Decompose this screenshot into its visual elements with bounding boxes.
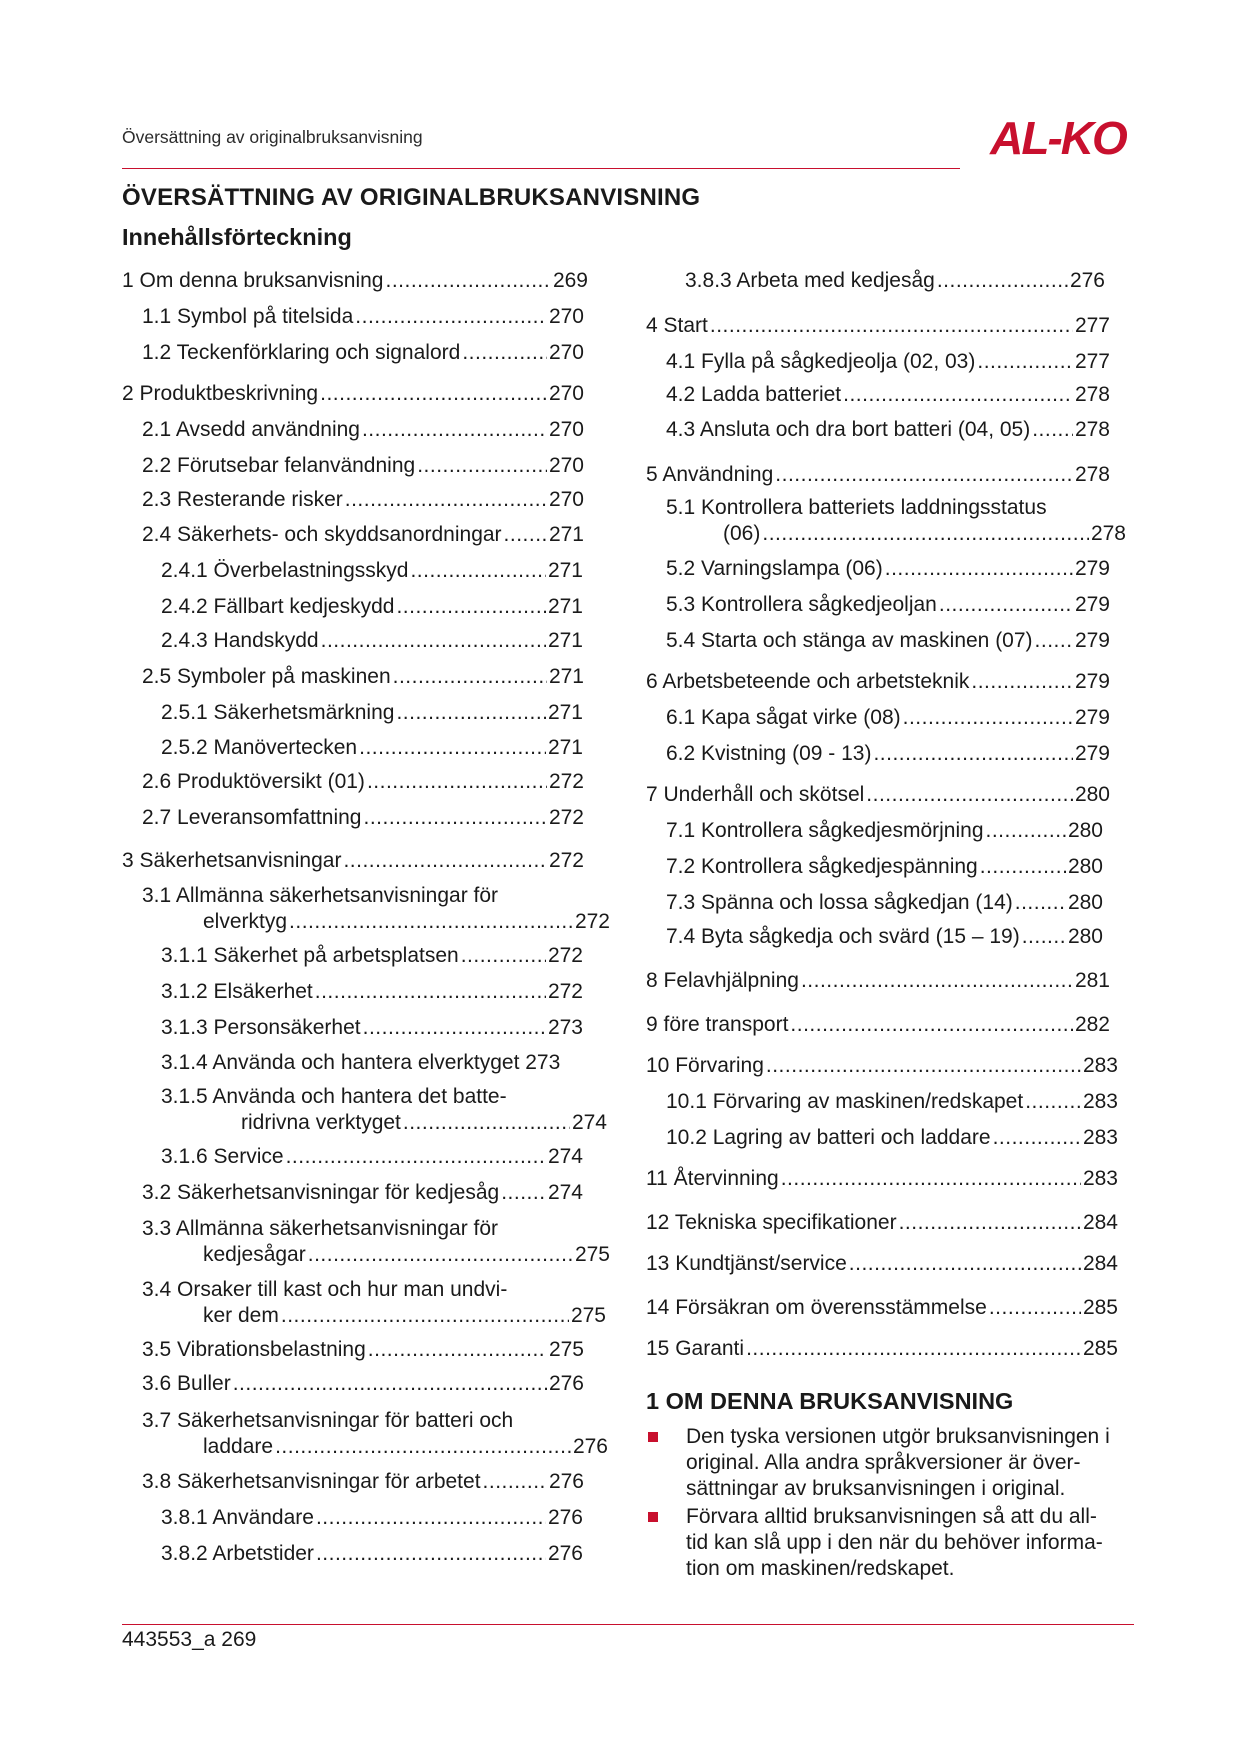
toc-entry[interactable]: [142, 1180, 583, 1206]
toc-leader: [1035, 628, 1073, 654]
toc-entry-page: 280: [1067, 819, 1103, 842]
toc-leader: [308, 1242, 573, 1268]
toc-entry[interactable]: [666, 741, 1110, 767]
toc-leader: [866, 782, 1073, 808]
toc-entry[interactable]: [142, 805, 584, 831]
toc-leader: [386, 268, 551, 294]
toc-leader: [355, 304, 547, 330]
toc-entry-title: 4.3 Ansluta och dra bort batteri (04, 05): [666, 418, 1031, 441]
toc-entry-title: 2.4.3 Handskydd: [161, 629, 319, 652]
toc-entry-page: 271: [547, 701, 583, 724]
toc-entry[interactable]: [646, 968, 1110, 994]
toc-entry[interactable]: [666, 1125, 1118, 1151]
toc-entry-page: 279: [1074, 670, 1110, 693]
toc-entry[interactable]: [122, 268, 588, 294]
toc-entry-title: 3.4 Orsaker till kast och hur man undvi-: [142, 1278, 508, 1301]
toc-entry[interactable]: [161, 1015, 583, 1041]
toc-leader: [281, 1303, 569, 1329]
bullet-item: [646, 1424, 1136, 1502]
toc-leader: [977, 349, 1073, 375]
toc-entry-page: 271: [548, 523, 584, 546]
toc-entry-title: 5.4 Starta och stänga av maskinen (07): [666, 629, 1033, 652]
toc-entry-page: 272: [547, 980, 583, 1003]
toc-leader: [359, 735, 546, 761]
toc-entry-page: 272: [548, 806, 584, 829]
toc-entry[interactable]: [646, 1166, 1118, 1192]
toc-entry-title: 7.3 Spänna och lossa sågkedjan (14): [666, 891, 1013, 914]
toc-leader: [1015, 890, 1066, 916]
toc-entry-page: 276: [572, 1435, 608, 1458]
toc-entry-page: 279: [1074, 557, 1110, 580]
toc-entry-title: 1 Om denna bruksanvisning: [122, 269, 384, 292]
toc-leader: [781, 1166, 1081, 1192]
toc-leader: [762, 521, 1089, 547]
toc-entry[interactable]: [666, 854, 1103, 880]
toc-leader: [363, 805, 546, 831]
toc-entry-page: 272: [574, 910, 610, 933]
toc-entry-title: 3.3 Allmänna säkerhetsanvisningar för: [142, 1217, 499, 1240]
toc-entry-title: 3.1.2 Elsäkerhet: [161, 980, 313, 1003]
toc-entry[interactable]: [666, 556, 1110, 582]
toc-entry-title: 2.5.2 Manövertecken: [161, 736, 358, 759]
toc-entry-page: 283: [1082, 1126, 1118, 1149]
toc-leader: [483, 1469, 547, 1495]
toc-entry[interactable]: [142, 522, 584, 548]
toc-leader: [501, 1180, 546, 1206]
toc-entry-title: 4.2 Ladda batteriet: [666, 383, 842, 406]
toc-entry-title: 2.1 Avsedd användning: [142, 418, 360, 441]
toc-entry-page: 285: [1082, 1337, 1118, 1360]
toc-leader: [937, 268, 1068, 294]
toc-leader: [766, 1053, 1081, 1079]
toc-entry[interactable]: [142, 1469, 584, 1495]
toc-leader: [316, 1541, 546, 1567]
toc-leader: [775, 462, 1073, 488]
toc-entry-title: 3.8.3 Arbeta med kedjesåg: [685, 269, 935, 292]
toc-leader: [396, 594, 545, 620]
toc-entry-title: 3 Säkerhetsanvisningar: [122, 849, 342, 872]
toc-entry-page: 277: [1074, 350, 1110, 373]
toc-entry-page: 271: [548, 665, 584, 688]
toc-entry-title: 2.4.1 Överbelastningsskyd: [161, 559, 409, 582]
toc-leader: [275, 1434, 571, 1460]
toc-entry-title: 3.8.2 Arbetstider: [161, 1542, 314, 1565]
toc-entry[interactable]: [666, 705, 1110, 731]
toc-entry-page: 283: [1082, 1054, 1118, 1077]
toc-entry-title: 14 Försäkran om överensstämmelse: [646, 1296, 987, 1319]
toc-entry-title: 3.8 Säkerhetsanvisningar för arbetet: [142, 1470, 481, 1493]
toc-entry-page: 272: [548, 849, 584, 872]
toc-entry[interactable]: [142, 1408, 608, 1460]
toc-leader: [362, 417, 547, 443]
toc-leader: [393, 664, 547, 690]
toc-heading: Innehållsförteckning: [122, 224, 352, 250]
square-bullet-icon: [648, 1512, 658, 1522]
toc-entry-title: 4 Start: [646, 314, 708, 337]
toc-entry-title: 2.5 Symboler på maskinen: [142, 665, 391, 688]
toc-entry-title: 5.3 Kontrollera sågkedjeoljan: [666, 593, 937, 616]
toc-leader: [939, 592, 1073, 618]
toc-entry-page: 273: [547, 1016, 583, 1039]
toc-entry[interactable]: [161, 735, 583, 761]
toc-entry-title-cont: ridrivna verktyget: [241, 1111, 401, 1134]
toc-entry-page: 278: [1090, 522, 1126, 545]
toc-leader: [315, 979, 546, 1005]
document-title: ÖVERSÄTTNING AV ORIGINALBRUKSANVISNING: [122, 184, 701, 211]
toc-entry-page: 276: [547, 1506, 583, 1529]
toc-entry[interactable]: [646, 313, 1110, 339]
toc-entry-page: 272: [548, 770, 584, 793]
bullet-line: Den tyska versionen utgör bruksanvisningen i: [686, 1425, 1110, 1448]
toc-leader: [233, 1371, 547, 1397]
toc-entry[interactable]: [666, 592, 1110, 618]
toc-entry[interactable]: [666, 495, 1126, 547]
toc-entry[interactable]: [685, 268, 1105, 294]
toc-entry-page: 280: [1074, 783, 1110, 806]
toc-entry-page: 270: [548, 454, 584, 477]
toc-leader: [746, 1336, 1081, 1362]
toc-entry-title: 7.1 Kontrollera sågkedjesmörjning: [666, 819, 984, 842]
section-heading: 1 OM DENNA BRUKSANVISNING: [646, 1388, 1014, 1414]
toc-entry-page: 277: [1074, 314, 1110, 337]
toc-leader: [343, 848, 546, 874]
toc-entry-title: 11 Återvinning: [646, 1167, 779, 1190]
toc-leader: [801, 968, 1073, 994]
toc-entry-title: 5.2 Varningslampa (06): [666, 557, 883, 580]
toc-entry-page: 276: [547, 1542, 583, 1565]
toc-entry-page: 282: [1074, 1013, 1110, 1036]
toc-entry-page: 276: [1069, 269, 1105, 292]
toc-entry-title: 6.1 Kapa sågat virke (08): [666, 706, 901, 729]
toc-entry-title: 5 Användning: [646, 463, 774, 486]
toc-entry-title: 4.1 Fylla på sågkedjeolja (02, 03): [666, 350, 976, 373]
toc-entry[interactable]: [161, 558, 583, 584]
toc-entry[interactable]: [122, 381, 584, 407]
footer-divider: [122, 1624, 1134, 1625]
toc-entry[interactable]: [161, 1050, 591, 1076]
toc-entry[interactable]: [646, 669, 1110, 695]
toc-entry[interactable]: [666, 1089, 1118, 1115]
toc-leader: [849, 1251, 1081, 1277]
toc-entry-title: 2.2 Förutsebar felanvändning: [142, 454, 416, 477]
toc-entry-title-cont: (06): [723, 522, 761, 545]
toc-entry-title: 1.1 Symbol på titelsida: [142, 305, 354, 328]
toc-leader: [368, 1337, 547, 1363]
toc-entry[interactable]: [646, 782, 1110, 808]
toc-entry[interactable]: [122, 848, 584, 874]
toc-entry-title: 2.7 Leveransomfattning: [142, 806, 362, 829]
toc-entry-title: 7 Underhåll och skötsel: [646, 783, 865, 806]
toc-leader: [396, 700, 545, 726]
toc-entry-title: 2 Produktbeskrivning: [122, 382, 319, 405]
toc-entry-page: 276: [548, 1470, 584, 1493]
toc-leader: [462, 340, 547, 366]
toc-entry-page: 283: [1082, 1090, 1118, 1113]
toc-entry-page: 269: [552, 269, 588, 292]
toc-leader: [873, 741, 1073, 767]
toc-entry-page: 284: [1082, 1252, 1118, 1275]
toc-entry-title: 8 Felavhjälpning: [646, 969, 799, 992]
toc-entry-title-cont: kedjesågar: [203, 1243, 306, 1266]
toc-leader: [403, 1110, 570, 1136]
toc-entry-page: 270: [548, 305, 584, 328]
toc-entry-page: 278: [1074, 418, 1110, 441]
toc-entry[interactable]: [646, 1012, 1110, 1038]
running-title: Översättning av originalbruksanvisning: [122, 127, 423, 147]
toc-entry[interactable]: [142, 417, 584, 443]
bullet-line: tion om maskinen/redskapet.: [686, 1557, 955, 1580]
toc-entry-page: 276: [548, 1372, 584, 1395]
toc-leader: [989, 1295, 1081, 1321]
toc-entry-title: 3.7 Säkerhetsanvisningar för batteri och: [142, 1409, 514, 1432]
toc-entry[interactable]: [161, 594, 583, 620]
toc-entry-page: 271: [547, 629, 583, 652]
bullet-line: sättningar av bruksanvisningen i original.: [686, 1477, 1066, 1500]
toc-entry[interactable]: [142, 304, 584, 330]
toc-entry-page: 280: [1067, 925, 1103, 948]
toc-entry-page: 274: [571, 1111, 607, 1134]
toc-leader: [993, 1125, 1081, 1151]
toc-entry[interactable]: [646, 1210, 1118, 1236]
toc-entry-page: 278: [1074, 383, 1110, 406]
toc-leader: [986, 818, 1066, 844]
toc-leader: [504, 522, 547, 548]
toc-entry[interactable]: [646, 1251, 1118, 1277]
toc-leader: [980, 854, 1066, 880]
toc-entry-title: 3.5 Vibrationsbelastning: [142, 1338, 366, 1361]
toc-entry[interactable]: [161, 628, 583, 654]
toc-entry-title-cont: elverktyg: [203, 910, 288, 933]
alko-logo: [978, 110, 1138, 162]
toc-leader: [286, 1144, 546, 1170]
toc-entry-title-cont: laddare: [203, 1435, 274, 1458]
toc-entry-page: 270: [548, 488, 584, 511]
toc-leader: [1032, 417, 1073, 443]
toc-entry-page: 270: [548, 382, 584, 405]
toc-entry[interactable]: [142, 340, 584, 366]
toc-entry[interactable]: [161, 943, 583, 969]
toc-entry-page: 281: [1074, 969, 1110, 992]
toc-leader: [316, 1505, 546, 1531]
toc-entry-title: 2.4.2 Fällbart kedjeskydd: [161, 595, 395, 618]
toc-entry-page: 284: [1082, 1211, 1118, 1234]
toc-entry-title: 3.1.3 Personsäkerhet: [161, 1016, 361, 1039]
bullet-line: Förvara alltid bruksanvisningen så att du all-: [686, 1505, 1097, 1528]
toc-entry-page: 280: [1067, 891, 1103, 914]
toc-leader: [790, 1012, 1073, 1038]
toc-entry-page: 280: [1067, 855, 1103, 878]
toc-entry[interactable]: [161, 1084, 607, 1136]
toc-entry-title: 2.3 Resterande risker: [142, 488, 343, 511]
toc-entry-title: 12 Tekniska specifikationer: [646, 1211, 897, 1234]
toc-entry[interactable]: [666, 417, 1110, 443]
toc-entry[interactable]: [666, 628, 1110, 654]
toc-entry[interactable]: [161, 1505, 583, 1531]
toc-entry-page: 275: [548, 1338, 584, 1361]
toc-entry-title: 7.2 Kontrollera sågkedjespänning: [666, 855, 978, 878]
toc-leader: [320, 381, 547, 407]
toc-leader: [345, 487, 547, 513]
toc-entry[interactable]: [646, 1295, 1118, 1321]
toc-entry[interactable]: [666, 349, 1110, 375]
toc-entry-page: 271: [547, 736, 583, 759]
footer-doc-number-page: 443553_a 269: [122, 1628, 257, 1651]
toc-entry-title: 2.6 Produktöversikt (01): [142, 770, 365, 793]
toc-entry-page: 270: [548, 341, 584, 364]
toc-entry[interactable]: [142, 1371, 584, 1397]
toc-leader: [461, 943, 546, 969]
toc-entry[interactable]: [161, 979, 583, 1005]
toc-leader: [417, 453, 547, 479]
header-divider: [122, 168, 960, 169]
toc-entry-title: 3.1.5 Använda och hantera det batte-: [161, 1085, 507, 1108]
toc-entry-title: 6.2 Kvistning (09 - 13): [666, 742, 872, 765]
toc-leader: [899, 1210, 1081, 1236]
toc-entry-page: 274: [547, 1181, 583, 1204]
toc-entry[interactable]: [142, 453, 584, 479]
toc-entry-page: 275: [574, 1243, 610, 1266]
toc-entry[interactable]: [161, 1144, 583, 1170]
bullet-item: [646, 1504, 1136, 1582]
toc-entry-title: 5.1 Kontrollera batteriets laddningsstatus: [666, 496, 1047, 519]
toc-leader: [710, 313, 1073, 339]
toc-leader: [289, 909, 573, 935]
toc-entry-page: 283: [1082, 1167, 1118, 1190]
bullet-line: tid kan slå upp i den när du behöver informa-: [686, 1531, 1103, 1554]
toc-entry-title: 3.6 Buller: [142, 1372, 231, 1395]
square-bullet-icon: [648, 1432, 658, 1442]
toc-entry-page: 285: [1082, 1296, 1118, 1319]
toc-entry-title: 13 Kundtjänst/service: [646, 1252, 847, 1275]
toc-entry-title: 3.1.4 Använda och hantera elverktyget 273: [161, 1051, 561, 1074]
toc-entry[interactable]: [666, 382, 1110, 408]
toc-entry-page: 270: [548, 418, 584, 441]
toc-entry-page: 278: [1074, 463, 1110, 486]
toc-leader: [903, 705, 1073, 731]
toc-entry-page: 274: [547, 1145, 583, 1168]
toc-entry[interactable]: [646, 1336, 1118, 1362]
toc-entry-title: 10 Förvaring: [646, 1054, 764, 1077]
toc-entry-title: 9 före transport: [646, 1013, 789, 1036]
toc-entry-page: 272: [547, 944, 583, 967]
toc-leader: [363, 1015, 546, 1041]
toc-entry[interactable]: [666, 924, 1103, 950]
toc-entry[interactable]: [646, 1053, 1118, 1079]
toc-entry[interactable]: [666, 890, 1103, 916]
toc-entry[interactable]: [142, 1277, 606, 1329]
toc-entry-page: 271: [547, 559, 583, 582]
alko-logo-text: AL-KO: [990, 112, 1126, 162]
toc-entry[interactable]: [142, 1337, 584, 1363]
bullet-line: original. Alla andra språkversioner är över-: [686, 1451, 1081, 1474]
toc-leader: [885, 556, 1073, 582]
toc-entry[interactable]: [142, 487, 584, 513]
toc-entry[interactable]: [161, 1541, 583, 1567]
toc-entry-page: 279: [1074, 629, 1110, 652]
toc-entry-title: 3.1.6 Service: [161, 1145, 284, 1168]
toc-entry-page: 279: [1074, 742, 1110, 765]
toc-entry[interactable]: [646, 462, 1110, 488]
toc-entry-title: 6 Arbetsbeteende och arbetsteknik: [646, 670, 970, 693]
toc-leader: [1022, 924, 1066, 950]
toc-entry[interactable]: [142, 664, 584, 690]
toc-leader: [843, 382, 1073, 408]
toc-entry-title-cont: ker dem: [203, 1304, 279, 1327]
toc-entry-title: 10.2 Lagring av batteri och laddare: [666, 1126, 991, 1149]
toc-entry-title: 10.1 Förvaring av maskinen/redskapet: [666, 1090, 1024, 1113]
toc-leader: [321, 628, 546, 654]
toc-entry-title: 3.1.1 Säkerhet på arbetsplatsen: [161, 944, 459, 967]
toc-leader: [1025, 1089, 1081, 1115]
toc-entry-title: 3.2 Säkerhetsanvisningar för kedjesåg: [142, 1181, 500, 1204]
toc-entry-title: 1.2 Teckenförklaring och signalord: [142, 341, 461, 364]
toc-entry-title: 3.8.1 Användare: [161, 1506, 314, 1529]
toc-entry-page: 279: [1074, 706, 1110, 729]
toc-entry-title: 2.5.1 Säkerhetsmärkning: [161, 701, 395, 724]
toc-entry-title: 2.4 Säkerhets- och skyddsanordningar: [142, 523, 502, 546]
toc-entry-page: 275: [570, 1304, 606, 1327]
toc-entry-title: 7.4 Byta sågkedja och svärd (15 – 19): [666, 925, 1020, 948]
toc-entry[interactable]: [142, 883, 610, 935]
toc-leader: [410, 558, 545, 584]
toc-leader: [367, 769, 547, 795]
toc-entry-title: 3.1 Allmänna säkerhetsanvisningar för: [142, 884, 499, 907]
toc-entry[interactable]: [666, 818, 1103, 844]
toc-entry-page: 279: [1074, 593, 1110, 616]
toc-entry[interactable]: [161, 700, 583, 726]
toc-entry-title: 15 Garanti: [646, 1337, 745, 1360]
toc-leader: [971, 669, 1073, 695]
toc-entry[interactable]: [142, 769, 584, 795]
toc-entry[interactable]: [142, 1216, 610, 1268]
toc-entry-page: 271: [547, 595, 583, 618]
